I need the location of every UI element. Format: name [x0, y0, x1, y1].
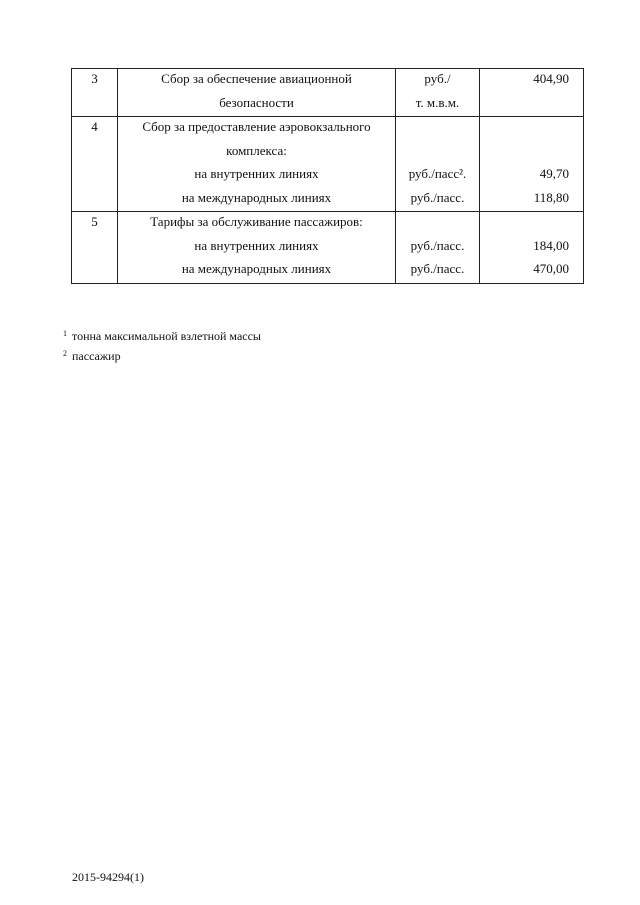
row-description: Сбор за обеспечение авиационной — [118, 69, 396, 93]
footnote-mark: 2 — [63, 349, 67, 358]
row-description: на международных линиях — [118, 259, 396, 283]
footnote-item — [63, 346, 261, 366]
row-unit: руб./пасс². — [396, 164, 480, 188]
table-row — [72, 164, 584, 188]
row-description: на внутренних линиях — [118, 164, 396, 188]
table-row — [72, 69, 584, 93]
table-row — [72, 93, 584, 117]
table-row — [72, 117, 584, 141]
row-description: Тарифы за обслуживание пассажиров: — [118, 212, 396, 236]
row-number: 4 — [72, 117, 118, 141]
row-value: 470,00 — [480, 259, 584, 283]
table-row — [72, 259, 584, 283]
footnote-text: тонна максимальной взлетной массы — [72, 329, 261, 343]
document-id: 2015-94294(1) — [72, 870, 144, 884]
table-row — [72, 141, 584, 165]
row-description: комплекса: — [118, 141, 396, 165]
row-unit: руб./пасс. — [396, 259, 480, 283]
row-description: Сбор за предоставление аэровокзального — [118, 117, 396, 141]
table-row — [72, 212, 584, 236]
row-number: 5 — [72, 212, 118, 236]
row-value: 404,90 — [480, 69, 584, 93]
table-row — [72, 236, 584, 260]
row-unit: руб./ — [396, 69, 480, 93]
row-value: 118,80 — [480, 188, 584, 212]
row-description: на внутренних линиях — [118, 236, 396, 260]
table-row — [72, 188, 584, 212]
tariff-table — [71, 68, 584, 284]
row-description: на международных линиях — [118, 188, 396, 212]
row-value: 49,70 — [480, 164, 584, 188]
row-value: 184,00 — [480, 236, 584, 260]
footnote-item — [63, 326, 261, 346]
row-unit: руб./пасс. — [396, 236, 480, 260]
row-description: безопасности — [118, 93, 396, 117]
row-number: 3 — [72, 69, 118, 93]
footnote-text: пассажир — [72, 349, 121, 363]
row-unit: руб./пасс. — [396, 188, 480, 212]
footnote-mark: 1 — [63, 329, 67, 338]
footnotes — [63, 326, 261, 366]
row-unit: т. м.в.м. — [396, 93, 480, 117]
